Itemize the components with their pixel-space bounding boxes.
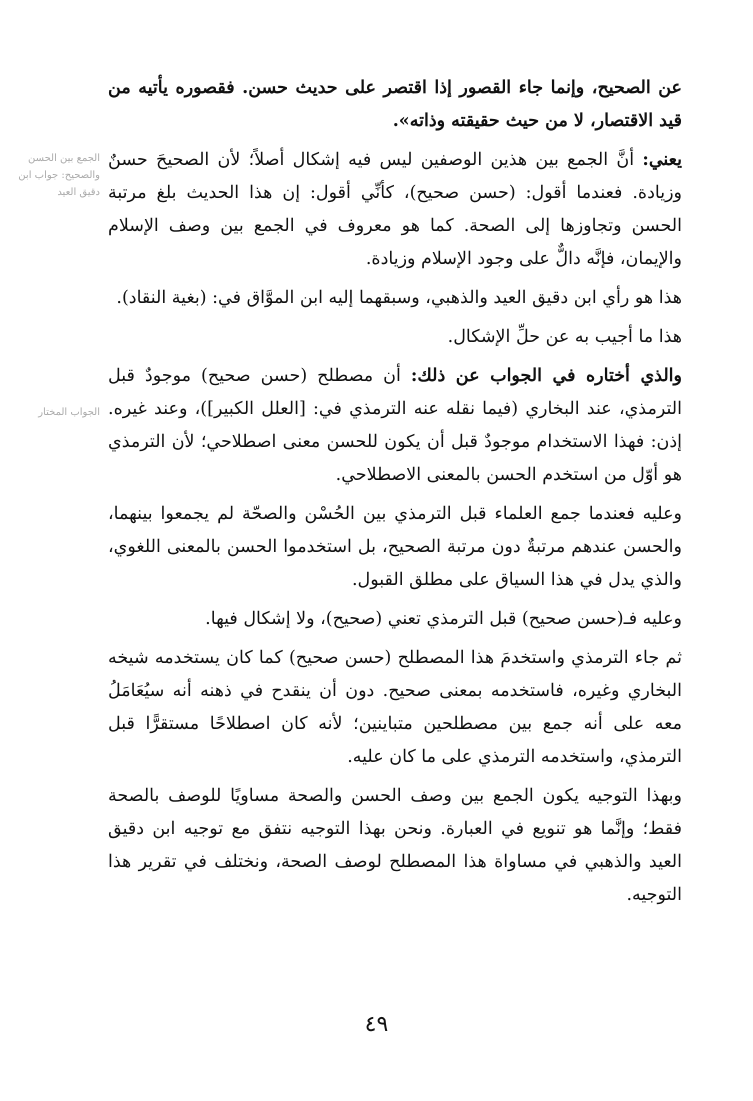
paragraph-conclusion — [108, 603, 682, 636]
paragraph-text: ثم جاء الترمذي واستخدمَ هذا المصطلح (حسن صحيح) كما كان يستخدمه شيخه البخاري وغيره، فاستخدمه بمعنى صحيح. دون أن ينقدح في ذهنه أنه سيُعَامَلُ معه على أنه جمع بين مصطلحين متباينين؛ لأنه كان اصطلاحًا مستقرًّا قبل الترمذي، واستخدمه الترمذي على ما كان عليه. — [108, 648, 682, 767]
paragraph-text: وبهذا التوجيه يكون الجمع بين وصف الحسن والصحة مساويًا للوصف بالصحة فقط؛ وإنَّما هو تنويع في العبارة. ونحن بهذا التوجيه نتفق مع توجيه ابن دقيق العيد والذهبي في مساواة هذا المصطلح لوصف الصحة، ونختلف في تقرير هذا التوجيه. — [108, 786, 682, 905]
margin-note: الجواب المختار — [38, 407, 100, 418]
page-number: ٤٩ — [364, 1012, 389, 1037]
paragraph-text: هذا ما أجيب به عن حلِّ الإشكال. — [447, 327, 682, 347]
paragraph-tirmidhi — [108, 642, 682, 774]
paragraph-text: عن الصحيح، وإنما جاء القصور إذا اقتصر على حديث حسن. فقصوره يأتيه من قيد الاقتصار، لا من حيث حقيقته وذاته». — [108, 78, 682, 131]
paragraph-answer — [108, 321, 682, 354]
paragraph-ibn-daqiq — [108, 282, 682, 315]
paragraph-lead: يعني: — [642, 150, 682, 170]
paragraph-yani — [108, 144, 682, 276]
paragraph-scholars — [108, 498, 682, 597]
paragraph-continuation — [108, 72, 682, 138]
paragraph-text: وعليه فـ(حسن صحيح) قبل الترمذي تعني (صحيح)، ولا إشكال فيها. — [205, 609, 682, 629]
main-text — [108, 72, 682, 918]
paragraph-lead: والذي أختاره في الجواب عن ذلك: — [410, 366, 682, 386]
paragraph-final — [108, 780, 682, 912]
paragraph-text: هذا هو رأي ابن دقيق العيد والذهبي، وسبقهما إليه ابن الموَّاق في: (بغية النقاد). — [116, 288, 682, 308]
paragraph-text: أنَّ الجمع بين هذين الوصفين ليس فيه إشكال أصلاً؛ لأن الصحيحَ حسنٌ وزيادة. فعندما أقول: (حسن صحيح)، كأنِّي أقول: إن هذا الحديث بلغ مرتبة الحسن وتجاوزها إلى الصحة. كما هو معروف في الجمع بين وصف الإسلام والإيمان، فإنَّه دالٌّ على وجود الإسلام وزيادة. — [108, 150, 682, 269]
margin-note: الجمع بين الحسن والصحيح: جواب ابن دقيق العيد — [18, 153, 100, 198]
paragraph-text: أن مصطلح (حسن صحيح) موجودٌ قبل الترمذي، عند البخاري (فيما نقله عنه الترمذي في: [العلل الكبير])، وعند غيره. إذن: فهذا الاستخدام موجودٌ قبل أن يكون للحسن معنى اصطلاحي؛ لأن الترمذي هو أوّل من استخدم الحسن بالمعنى الاصطلاحي. — [108, 366, 682, 485]
paragraph-text: وعليه فعندما جمع العلماء قبل الترمذي بين الحُسْن والصحّة لم يجمعوا بينهما، والحسن عندهم مرتبةٌ دون مرتبة الصحيح، بل استخدموا الحسن بالمعنى اللغوي، والذي يدل في هذا السياق على مطلق القبول. — [108, 504, 682, 590]
paragraph-chosen-answer — [108, 360, 682, 492]
